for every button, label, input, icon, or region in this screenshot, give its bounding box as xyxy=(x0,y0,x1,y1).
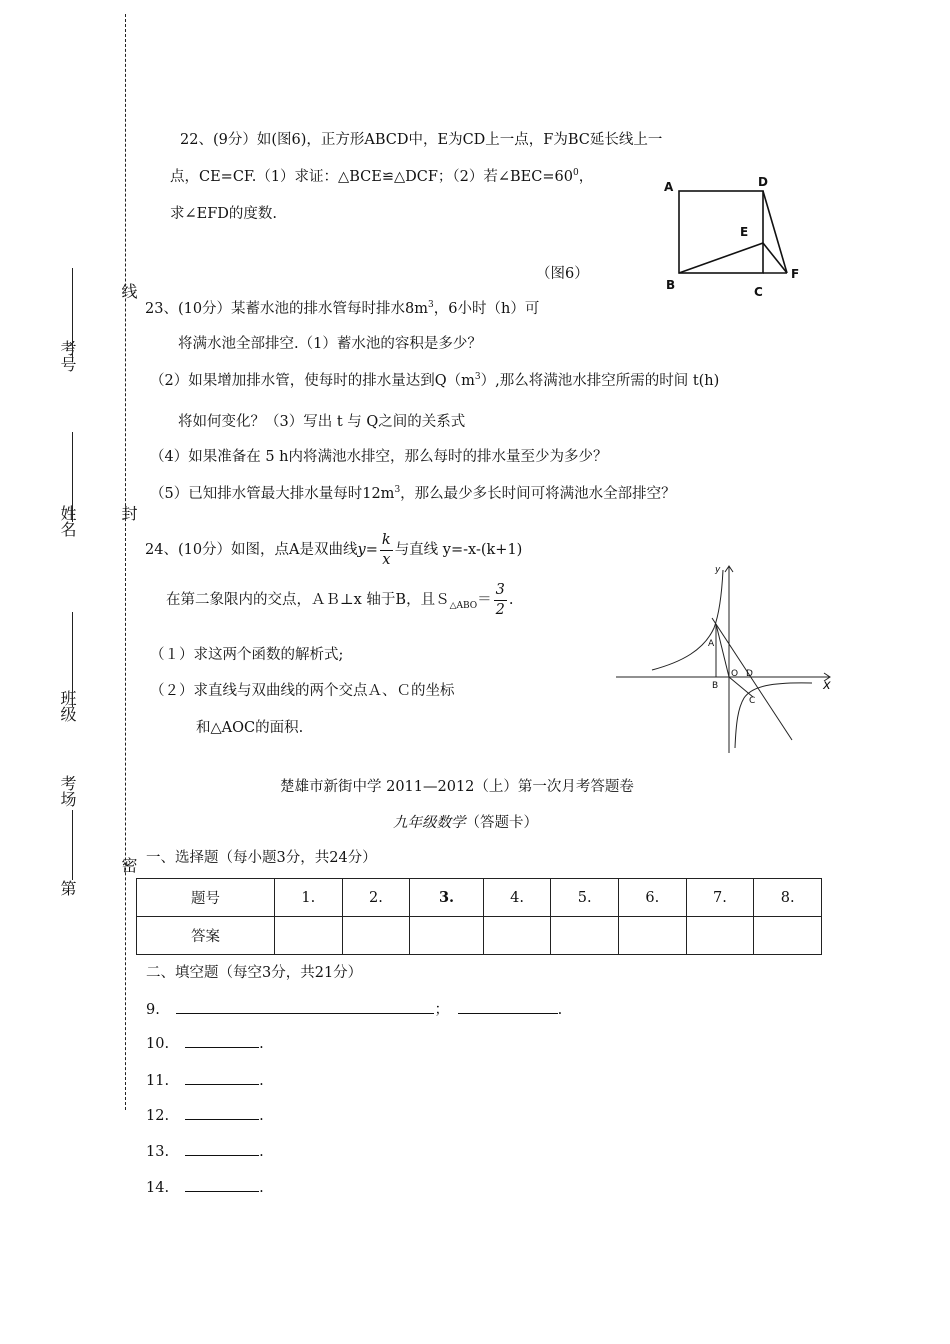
binding-mi: 密 xyxy=(119,857,138,873)
q24-line2: 在第二象限内的交点，ＡＢ⊥x 轴于B，且Ｓ$_{\triangle ABO}$＝ $\frac{3}{2}$ . xyxy=(166,582,514,618)
segment-ao xyxy=(716,624,729,677)
point-label-c: C xyxy=(749,696,756,706)
table-number-cell: 4. xyxy=(483,879,551,917)
table-number-cell: 1. xyxy=(275,879,343,917)
section1-heading: 一、选择题（每小题3分，共24分） xyxy=(146,850,377,866)
fill-item-12: 12. . xyxy=(146,1105,264,1124)
kaohao-line xyxy=(72,268,73,358)
label-kaochang: 考场 xyxy=(58,775,77,807)
label-e: E xyxy=(740,225,749,239)
label-di: 第 xyxy=(58,880,77,896)
fill-blank[interactable] xyxy=(176,999,434,1014)
fraction-3-over-2: $\frac{3}{2}$ xyxy=(495,582,505,618)
q23-line5: （4）如果准备在 5 h内将满池水排空，那么每时的排水量至少为多少？ xyxy=(150,449,608,465)
section2-heading: 二、填空题（每空3分，共21分） xyxy=(146,965,363,981)
q23-line2: 将满水池全部排空.（1）蓄水池的容积是多少？ xyxy=(178,336,482,352)
segment-be xyxy=(679,243,763,273)
fraction-k-over-x: $\frac{k}{x}$ xyxy=(381,532,391,568)
binding-dashed-line xyxy=(125,14,126,1110)
answer-card-subtitle: 九年级数学（答题卡） xyxy=(393,815,538,831)
banji-line xyxy=(72,612,73,707)
q22-line1: 22、(9分）如(图6)，正方形ABCD中，E为CD上一点，F为BC延长线上一 xyxy=(180,132,663,148)
figure6-square-diagram xyxy=(660,170,810,300)
label-kaohao: 考号 xyxy=(58,340,77,372)
table-number-cell: 7. xyxy=(686,879,754,917)
fill-item-10: 10. . xyxy=(146,1033,264,1052)
answer-cell[interactable] xyxy=(686,917,754,955)
fill-blank[interactable] xyxy=(185,1070,259,1085)
point-label-a: A xyxy=(708,639,715,649)
hyperbola-branch-2 xyxy=(652,570,723,670)
label-c: C xyxy=(754,285,763,299)
hyperbola-line-graph xyxy=(612,558,842,758)
fill-item-11: 11. . xyxy=(146,1070,264,1089)
axis-label-y: y xyxy=(715,565,721,575)
table-number-cell: 5. xyxy=(551,879,619,917)
point-label-b: B xyxy=(712,681,719,691)
q22-line3: 求∠EFD的度数. xyxy=(170,206,278,222)
table-row xyxy=(137,879,822,917)
fill-item-14: 14. . xyxy=(146,1177,264,1196)
answer-cell[interactable] xyxy=(410,917,484,955)
hyperbola-branch-4 xyxy=(735,683,812,748)
fill-blank[interactable] xyxy=(185,1141,259,1156)
table-header-daan: 答案 xyxy=(137,917,275,955)
q24-line4: （２）求直线与双曲线的两个交点Ａ、Ｃ的坐标 xyxy=(150,683,455,699)
q23-line4: 将如何变化？（3）写出 t 与 Q之间的关系式 xyxy=(178,414,466,430)
q23-line3: （2）如果增加排水管，使每时的排水量达到$Q(m^3)$,那么将满池水排空所需的时间 t(h) xyxy=(150,372,720,389)
table-number-cell: 6. xyxy=(619,879,687,917)
answer-cell[interactable] xyxy=(483,917,551,955)
line-graph xyxy=(712,618,792,740)
answer-card-title: 楚雄市新街中学 2011—2012（上）第一次月考答题卷 xyxy=(280,779,634,795)
label-f: F xyxy=(791,267,800,281)
label-b: B xyxy=(666,278,676,292)
axis-label-x: x xyxy=(823,678,831,693)
answer-cell[interactable] xyxy=(551,917,619,955)
segment-oc xyxy=(729,677,753,697)
fill-blank[interactable] xyxy=(185,1105,259,1120)
fill-blank[interactable] xyxy=(458,999,558,1014)
square-abcd xyxy=(679,191,763,273)
q22-figure-caption: （图6） xyxy=(536,266,589,282)
label-a: A xyxy=(664,180,674,194)
answer-cell[interactable] xyxy=(342,917,410,955)
answer-cell[interactable] xyxy=(619,917,687,955)
xingming-line xyxy=(72,432,73,522)
answer-cell[interactable] xyxy=(754,917,822,955)
kaochang-line xyxy=(72,810,73,880)
fill-blank[interactable] xyxy=(185,1177,259,1192)
answer-table xyxy=(136,878,822,955)
label-d: D xyxy=(758,175,768,189)
q22-line2: 点，CE=CF.（1）求证：△BCE≌△DCF；（2）若$\angle BEC=60^0$， xyxy=(170,168,594,185)
label-xingming: 姓名 xyxy=(58,505,77,537)
table-row xyxy=(137,917,822,955)
q23-line6: （5）已知排水管最大排水量每时$12m^3$，那么最少多长时间可将满池水全部排空？ xyxy=(150,485,676,502)
table-number-cell: 2. xyxy=(342,879,410,917)
q24-line3: （１）求这两个函数的解析式; xyxy=(150,647,344,663)
q24-line1: 24、(10分）如图，点A是双曲线y= $\frac{k}{x}$ 与直线 y=-x-(k+1) xyxy=(145,532,523,568)
q24-line5: 和△AOC的面积. xyxy=(196,720,304,736)
table-number-cell: 8. xyxy=(754,879,822,917)
table-header-tihao: 题号 xyxy=(137,879,275,917)
label-banji: 班级 xyxy=(58,690,77,722)
q23-line1: 23、(10分）某蓄水池的排水管每时排水$8m^3$，6小时（h）可 xyxy=(145,300,540,317)
fill-item-9: 9. ； . xyxy=(146,998,562,1019)
binding-xian: 线 xyxy=(119,283,138,299)
answer-cell[interactable] xyxy=(275,917,343,955)
binding-feng: 封 xyxy=(119,505,138,521)
fill-item-13: 13. . xyxy=(146,1141,264,1160)
fill-blank[interactable] xyxy=(185,1033,259,1048)
segment-df xyxy=(763,191,787,273)
point-label-o: O xyxy=(731,669,739,679)
table-number-cell: 3. xyxy=(410,879,484,917)
point-label-d: D xyxy=(746,669,753,679)
